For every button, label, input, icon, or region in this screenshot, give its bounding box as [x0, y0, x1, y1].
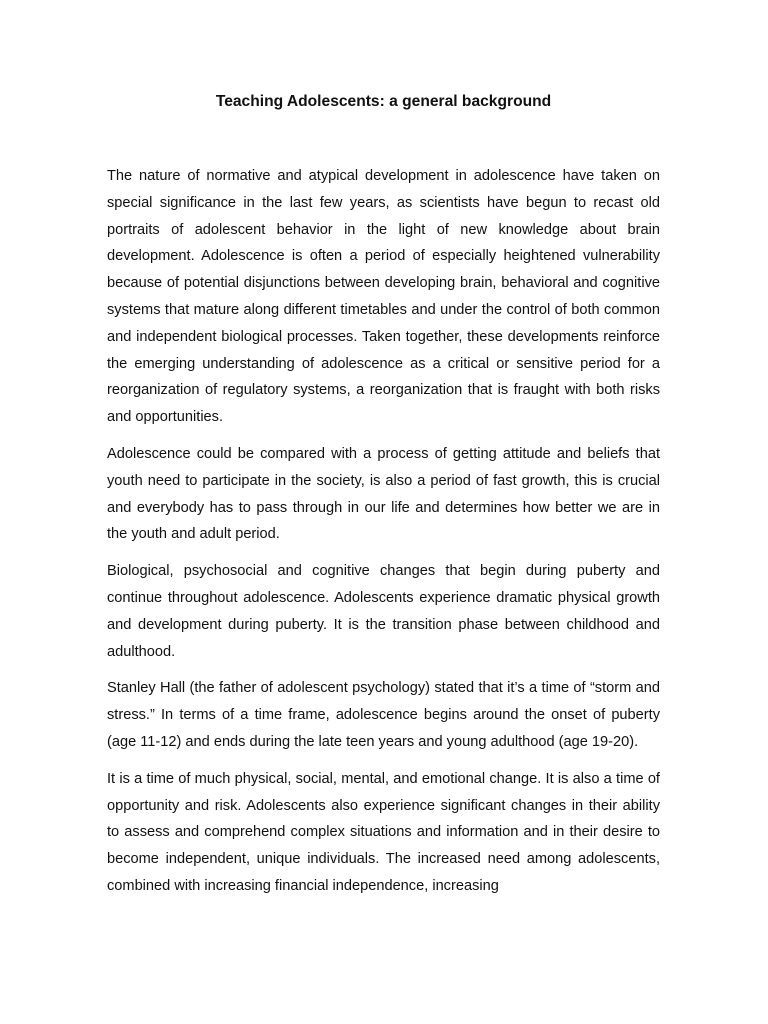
paragraph-time-of-change: It is a time of much physical, social, mental, and emotional change. It is also a time of opportunity and risk. Adolescents also experience significant changes in their ability to assess and comprehend complex situations and information and in their desire to become independent, unique individuals. The increased need among adolescents, combined with increasing financial independence, increasing: [107, 770, 660, 894]
document-page: [107, 92, 660, 910]
paragraph-biological-changes: Biological, psychosocial and cognitive changes that begin during puberty and continue throughout adolescence. Adolescents experience dramatic physical growth and development during puberty. It is the transition phase between childhood and adulthood.: [107, 563, 660, 660]
paragraph-brain-development: The nature of normative and atypical development in adolescence have taken on special significance in the last few years, as scientists have begun to recast old portraits of adolescent behavior in the light of new knowledge about brain development. Adolescence is often a period of especially heightened vulnerability because of potential disjunctions between developing brain, behavioral and cognitive systems that mature along different timetables and under the control of both common and independent biological processes. Taken together, these developments reinforce the emerging understanding of adolescence as a critical or sensitive period for a reorganization of regulatory systems, a reorganization that is fraught with both risks and opportunities.: [107, 168, 660, 426]
paragraph-attitude-beliefs: Adolescence could be compared with a process of getting attitude and beliefs that youth need to participate in the society, is also a period of fast growth, this is crucial and everybody has to pass through in our life and determines how better we are in the youth and adult period.: [107, 445, 660, 543]
document-title: Teaching Adolescents: a general background: [215, 93, 552, 110]
paragraph-stanley-hall: Stanley Hall (the father of adolescent psychology) stated that it’s a time of “storm and stress.” In terms of a time frame, adolescence begins around the onset of puberty (age 11-12) and ends during the late teen years and young adulthood (age 19-20).: [107, 680, 660, 750]
